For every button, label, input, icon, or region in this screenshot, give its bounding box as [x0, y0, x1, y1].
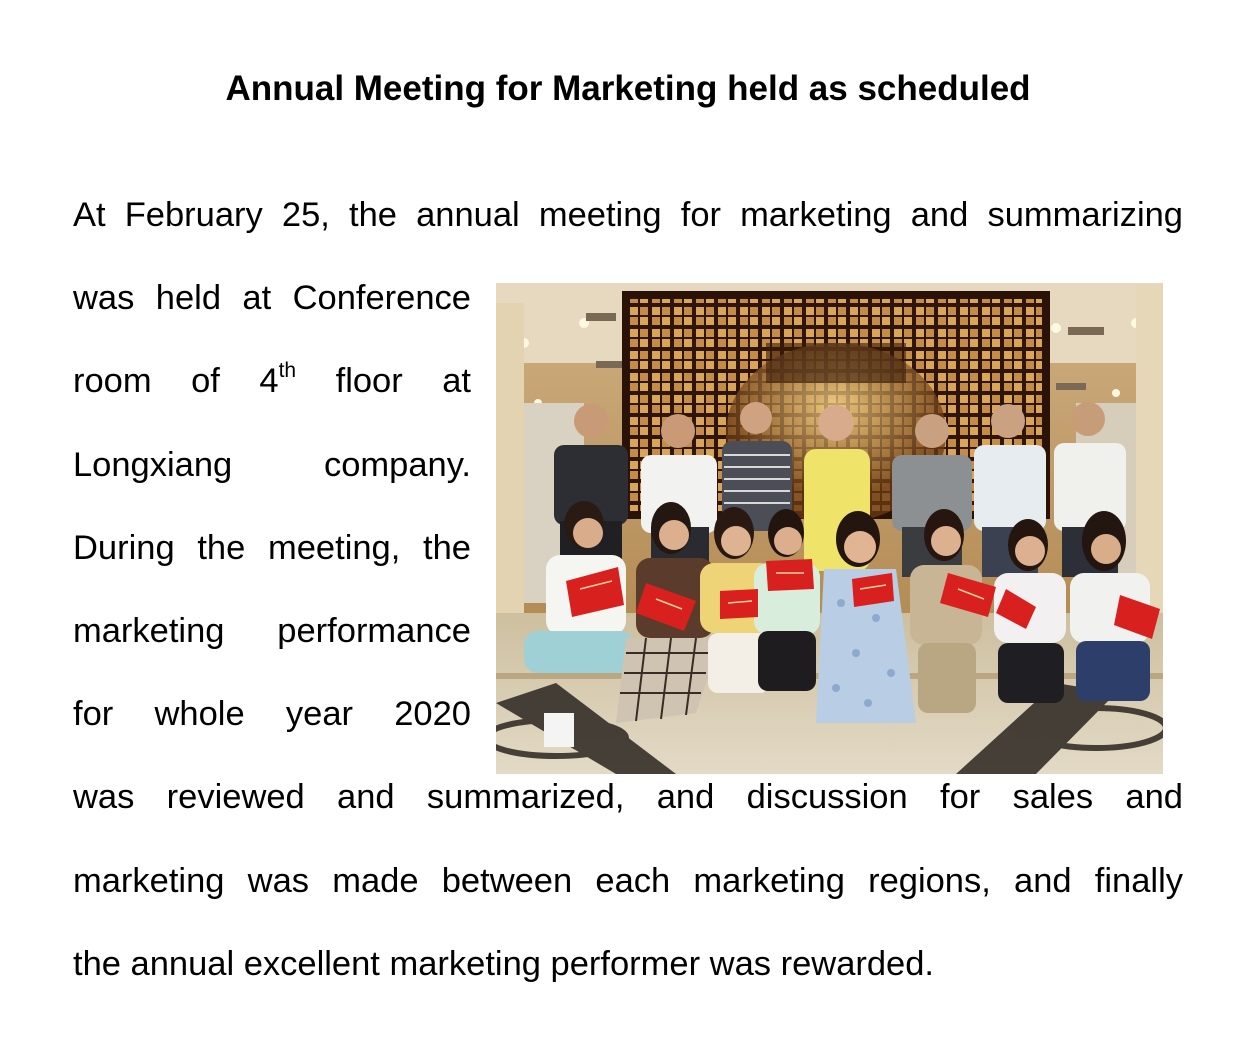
text-line: During the meeting, the [73, 529, 471, 567]
text-line: marketing performance [73, 612, 471, 650]
group-photo [496, 283, 1163, 774]
text-line: Longxiang company. [73, 446, 471, 484]
text-line: was reviewed and summarized, and discussion for sales and [73, 778, 1183, 816]
article-title: Annual Meeting for Marketing held as scheduled [225, 69, 1031, 108]
text-line: At February 25, the annual meeting for marketing and summarizing [73, 196, 1183, 234]
text-line: was held at Conference [73, 279, 471, 317]
text-line [73, 361, 471, 401]
ordinal-suffix: th [278, 359, 297, 382]
text-line: for whole year 2020 [73, 695, 471, 733]
text-fragment: floor at [335, 362, 471, 400]
text-fragment: room of 4 [73, 362, 279, 400]
text-line: the annual excellent marketing performer was rewarded. [73, 945, 935, 983]
text-line: marketing was made between each marketing regions, and finally [73, 862, 1183, 900]
